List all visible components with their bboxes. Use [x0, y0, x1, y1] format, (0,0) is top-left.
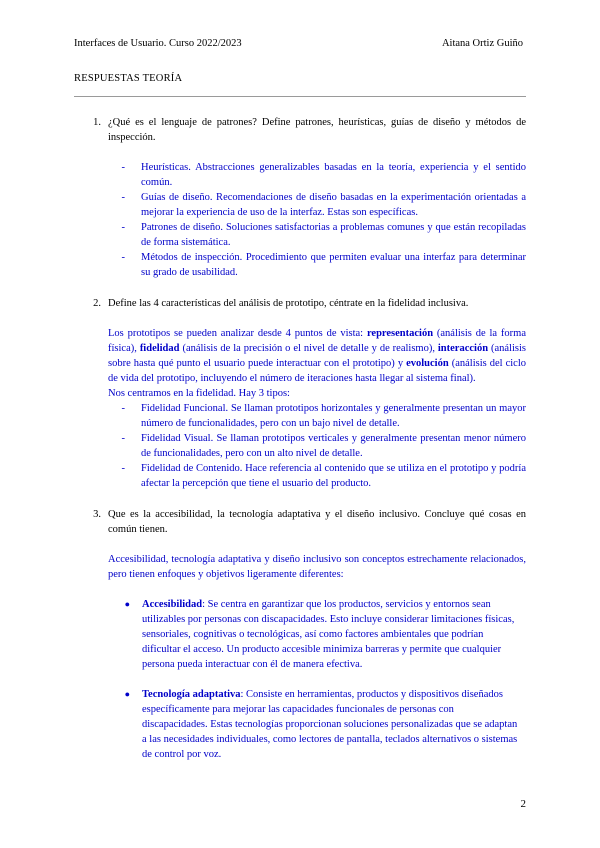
- answer-2-paragraph: Los prototipos se pueden analizar desde 4 puntos de vista: representación (análisis de la forma física), fidelidad (análisis de la precisión o el nivel de detalle y de realismo), interacción (análisis sobre hasta qué punto el usuario puede interactuar con el prototipo) y evolución (análisis del ciclo de vida del prototipo, incluyendo el número de iteraciones hasta llegar al sistema final).: [108, 328, 526, 384]
- bullet-icon: ●: [124, 689, 130, 699]
- question-1: [74, 115, 526, 145]
- header-course: Interfaces de Usuario. Curso 2022/2023: [74, 38, 242, 49]
- question-number: 1.: [93, 117, 101, 128]
- list-item: - Métodos de inspección. Procedimiento que permiten evaluar una interfaz para determinar su grado de usabilidad.: [121, 252, 526, 278]
- question-number: 2.: [93, 298, 101, 309]
- list-item: - Guías de diseño. Recomendaciones de diseño basadas en la experimentación orientadas a mejorar la experiencia de uso de la interfaz. Estas son específicas.: [121, 192, 526, 218]
- question-number: 3.: [93, 509, 101, 520]
- answer-2-fidelity-intro: Nos centramos en la fidelidad. Hay 3 tipos:: [108, 388, 290, 399]
- section-title: RESPUESTAS TEORÍA: [74, 73, 183, 84]
- question-text: ¿Qué es el lenguaje de patrones? Define patrones, heurísticas, guías de diseño y métodos de inspección.: [108, 117, 526, 143]
- list-item: - Fidelidad de Contenido. Hace referencia al contenido que se utiliza en el prototipo y podría afectar la percepción que tiene el usuario del producto.: [121, 463, 526, 489]
- list-item: - Patrones de diseño. Soluciones satisfactorias a problemas comunes y que están recopiladas de forma sistemática.: [121, 222, 526, 248]
- answer-3-bullet-adaptive-tech: ● Tecnología adaptativa: Consiste en herramientas, productos y dispositivos diseñados específicamente para mejorar las capacidades funcionales de personas con discapacidades. Estas tecnologías proporcionan soluciones personalizadas que se adaptan a las necesidades individuales, como lectores de pantalla, teclados alternativos o sistemas de control por voz.: [74, 687, 526, 762]
- document-body: [74, 115, 526, 762]
- list-item: - Fidelidad Funcional. Se llaman prototipos horizontales y generalmente presentan un mayor número de funcionalidades, pero con un bajo nivel de detalle.: [121, 403, 526, 429]
- header-author: Aitana Ortiz Guiño: [441, 38, 523, 49]
- answer-3-bullet-accessibility: ● Accesibilidad: Se centra en garantizar que los productos, servicios y entornos sean utilizables por personas con discapacidades. Esto incluye considerar limitaciones físicas, sensoriales, cognitivas o tecnológicas, así como factores ambientales que podrían dificultar el acceso. Un producto accesible minimiza barreras y permite que cualquier persona pueda interactuar con él de manera efectiva.: [74, 597, 526, 672]
- question-text: Define las 4 características del análisis de prototipo, céntrate en la fidelidad inclusiva.: [108, 298, 469, 309]
- page-number: 2: [520, 798, 526, 810]
- list-item: - Fidelidad Visual. Se llaman prototipos verticales y generalmente presentan menor número de funcionalidades, pero con un alto nivel de detalle.: [121, 433, 526, 459]
- question-2: [74, 296, 526, 311]
- header-divider: [74, 96, 526, 97]
- answer-2-list: [74, 401, 526, 491]
- list-item: - Heurísticas. Abstracciones generalizables basadas en la teoría, experiencia y el sentido común.: [121, 162, 526, 188]
- question-text: Que es la accesibilidad, la tecnología adaptativa y el diseño inclusivo. Concluye qué cosas en común tienen.: [108, 509, 526, 535]
- page-header: [74, 38, 523, 49]
- question-3: [74, 507, 526, 537]
- answer-3-intro: Accesibilidad, tecnología adaptativa y diseño inclusivo son conceptos estrechamente relacionados, pero tienen enfoques y objetivos ligeramente diferentes:: [108, 554, 526, 580]
- answer-1-list: [74, 160, 526, 280]
- bullet-icon: ●: [124, 599, 130, 609]
